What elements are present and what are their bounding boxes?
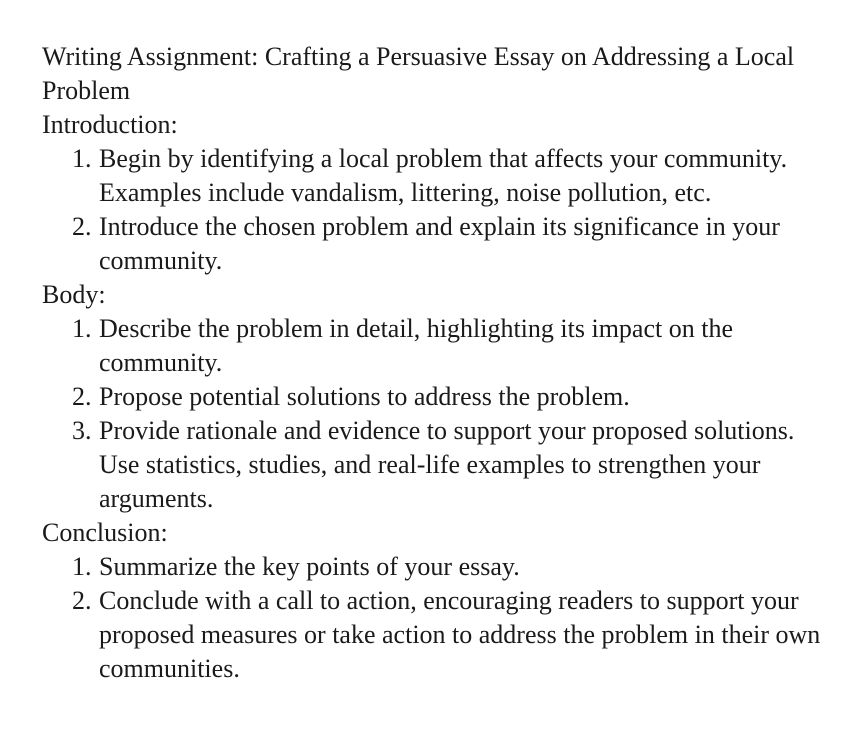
list-item-number: 2. bbox=[72, 212, 92, 241]
list-item-number: 3. bbox=[72, 416, 92, 445]
list-item-number: 2. bbox=[72, 586, 92, 615]
list-item bbox=[42, 414, 822, 516]
list-item bbox=[42, 312, 822, 380]
document bbox=[42, 40, 822, 686]
body-list bbox=[42, 312, 822, 516]
section-heading-introduction: Introduction: bbox=[42, 110, 178, 139]
list-item bbox=[42, 210, 822, 278]
conclusion-list bbox=[42, 550, 822, 686]
list-item bbox=[42, 380, 822, 414]
list-item-text: Describe the problem in detail, highlighting its impact on the community. bbox=[99, 314, 733, 377]
list-item bbox=[42, 550, 822, 584]
introduction-list bbox=[42, 142, 822, 278]
list-item-text: Begin by identifying a local problem that affects your community. Examples include vandalism, littering, noise pollution, etc. bbox=[99, 144, 788, 207]
list-item bbox=[42, 584, 822, 686]
list-item-number: 1. bbox=[72, 144, 92, 173]
list-item-text: Summarize the key points of your essay. bbox=[99, 552, 520, 581]
list-item-text: Propose potential solutions to address the problem. bbox=[99, 382, 630, 411]
list-item-number: 1. bbox=[72, 552, 92, 581]
section-heading-body: Body: bbox=[42, 280, 106, 309]
list-item-text: Conclude with a call to action, encouraging readers to support your proposed measures or take action to address the problem in their own communities. bbox=[99, 586, 821, 683]
list-item-text: Introduce the chosen problem and explain its significance in your community. bbox=[99, 212, 780, 275]
list-item-text: Provide rationale and evidence to support your proposed solutions. Use statistics, studies, and real-life examples to strengthen your arguments. bbox=[99, 416, 795, 513]
document-title: Writing Assignment: Crafting a Persuasive Essay on Addressing a Local Problem bbox=[42, 42, 795, 105]
section-heading-conclusion: Conclusion: bbox=[42, 518, 168, 547]
list-item-number: 2. bbox=[72, 382, 92, 411]
list-item-number: 1. bbox=[72, 314, 92, 343]
list-item bbox=[42, 142, 822, 210]
